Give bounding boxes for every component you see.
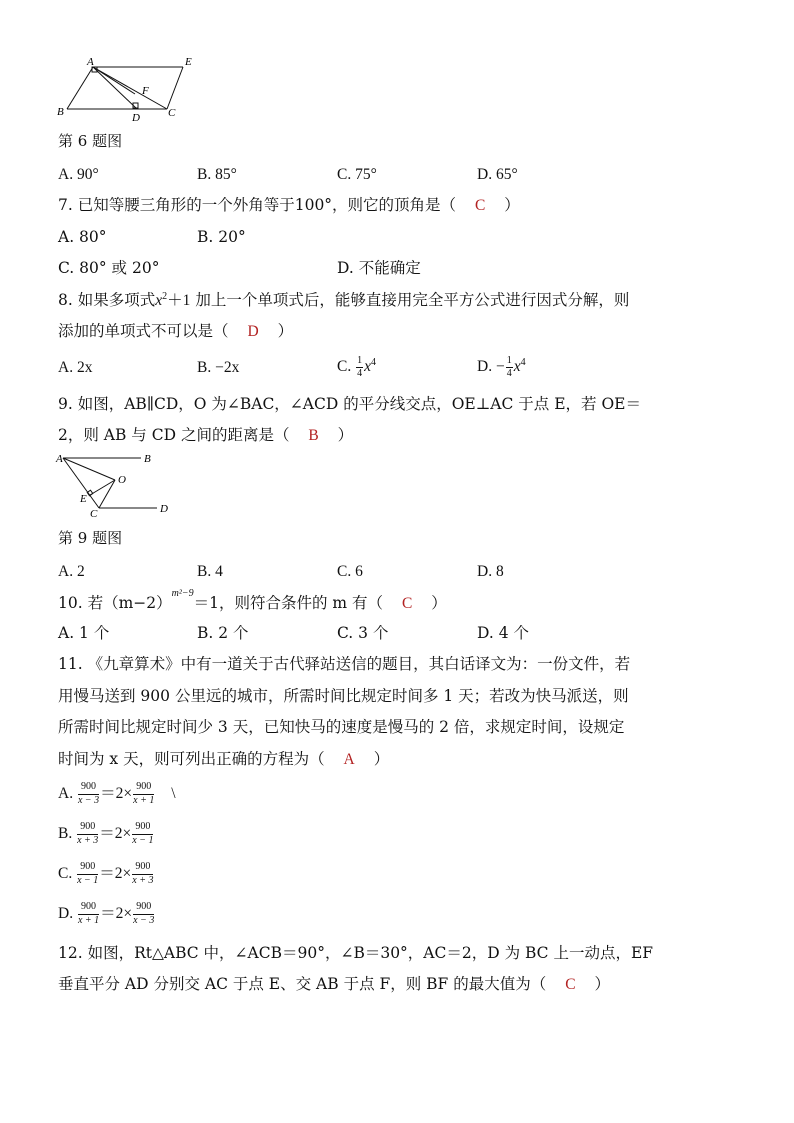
q11-option-d-eq: ＝2× [100,905,133,922]
q11-option-d-num1: 900 [78,902,99,915]
fig9-label-c: C [90,508,98,518]
q8-option-c: C. $\frac{1}{4}$ $x^4$ [337,354,376,380]
q6-option-b: B. 85° [197,166,237,183]
q8-line1-post: 加上一个单项式后，能够直接用完全平方公式进行因式分解，则 [195,291,630,310]
q9-option-b: B. 4 [197,563,223,580]
figure-9 [55,450,185,518]
q11-line4-post: ） [373,750,390,768]
q11-option-b [58,819,154,849]
q7-option-a: A. 80° [58,228,107,246]
q7-option-b: B. 20° [197,228,246,246]
q11-option-c-den2: x + 3 [132,874,154,886]
q11-option-c-eq: ＝2× [99,865,132,882]
q12-line1: 12. 如图，Rt△ABC 中，∠ACB＝90°，∠B＝30°，AC＝2，D 为 BC 上一动点，EF [58,944,654,962]
q7-answer: C [475,197,486,214]
fig6-label-c: C [168,107,176,119]
fig6-label-b: B [57,106,64,118]
q11-option-d-den1: x + 1 [77,914,100,926]
fig9-caption: 第 9 题图 [58,529,123,547]
q8-polynomial: $x^2+1$ [155,291,191,310]
q11-option-b-num1: 900 [77,822,98,835]
q11-option-c-num2: 900 [132,862,153,875]
q7-stem-post: ） [504,196,520,214]
q11-option-a-label: A. [58,785,74,802]
figure-6 [55,52,215,124]
q11-option-d-num2: 900 [133,902,154,915]
q9-line2-pre: 2，则 AB 与 CD 之间的距离是（ [58,426,290,444]
q11-answer: A [343,751,355,768]
q10-answer: C [401,595,413,613]
q12-line2 [58,977,610,993]
q11-option-a-extra: \ [171,785,176,802]
q10-stem-mid: ＝1，则符合条件的 m 有（ [193,594,384,613]
q11-option-c-den1: x − 1 [77,874,99,886]
q6-option-a: A. 90° [58,166,99,183]
q7-option-c: C. 80° 或 20° [58,259,160,277]
q8-option-c-label: C. [337,358,352,376]
q11-option-d [58,899,155,929]
fig9-label-o: O [118,474,126,486]
q10-option-b: B. 2 个 [197,624,249,642]
q11-option-a-den2: x + 1 [133,794,155,806]
q8-option-a: A. 2x [58,359,93,376]
q11-line4 [58,752,389,768]
q12-answer: C [565,976,576,993]
q11-line4-pre: 时间为 x 天，则可列出正确的方程为（ [58,750,325,768]
q7-stem-pre: 7. 已知等腰三角形的一个外角等于100°，则它的顶角是（ [58,196,457,214]
q11-option-a-eq: ＝2× [100,785,133,802]
q7-stem [58,198,520,214]
q9-line2 [58,428,353,444]
q10-option-c: C. 3 个 [337,624,389,642]
fig6-label-a: A [87,56,94,68]
q8-option-d-label: D. − [477,358,505,376]
q10-exponent: m²−9 [171,588,194,599]
q8-line2-pre: 添加的单项式不可以是（ [58,322,229,340]
q11-option-a-num2: 900 [133,782,154,795]
q8-line2 [58,324,293,340]
q12-line2-post: ） [594,975,610,993]
q11-line3: 所需时间比规定时间少 3 天，已知快马的速度是慢马的 2 倍，求规定时间，设规定 [58,718,625,736]
fig9-label-d: D [160,503,168,515]
q11-option-c [58,859,154,889]
q9-answer: B [308,427,319,444]
q11-option-d-den2: x − 3 [133,914,155,926]
q10-stem [58,588,447,613]
q8-line1 [58,292,629,309]
q9-line2-post: ） [337,426,354,444]
q8-option-b: B. −2x [197,359,240,376]
q11-option-a [58,779,176,809]
q11-line1: 11. 《九章算术》中有一道关于古代驿站送信的题目，其白话译文为：一份文件，若 [58,655,631,673]
q11-option-a-den1: x − 3 [77,794,100,806]
fig6-label-e: E [185,56,192,68]
fig9-label-b: B [144,453,151,465]
q11-option-d-label: D. [58,905,74,922]
fig9-label-e: E [80,493,87,505]
q6-option-d: D. 65° [477,166,518,183]
q11-option-a-num1: 900 [78,782,99,795]
q11-option-b-den1: x + 3 [77,834,99,846]
q8-line1-pre: 8. 如果多项式 [58,291,156,310]
q9-option-d: D. 8 [477,563,504,580]
q9-option-c: C. 6 [337,563,363,580]
q11-option-b-eq: ＝2× [99,825,132,842]
q8-line2-post: ） [277,322,294,340]
fig9-label-a: A [56,453,63,465]
q10-option-d: D. 4 个 [477,624,530,642]
q11-option-b-den2: x − 1 [132,834,154,846]
q10-option-a: A. 1 个 [58,624,110,642]
q6-option-c: C. 75° [337,166,377,183]
q12-line2-pre: 垂直平分 AD 分别交 AC 于点 E、交 AB 于点 F，则 BF 的最大值为（ [58,975,547,993]
fig6-label-d: D [132,112,140,124]
q11-line2: 用慢马送到 900 公里远的城市，所需时间比规定时间多 1 天；若改为快马派送，则 [58,687,629,705]
q8-option-d: D. − $\frac{1}{4}$ $x^4$ [477,354,526,380]
fig6-caption: 第 6 题图 [58,132,123,150]
q10-stem-post: ） [431,594,447,613]
q9-line1: 9. 如图，AB∥CD，O 为∠BAC，∠ACD 的平分线交点，OE⊥AC 于点 E，若 OE＝ [58,395,641,413]
q10-stem-pre: 10. 若（m−2） [58,594,172,613]
q11-option-c-num1: 900 [77,862,98,875]
q11-option-b-num2: 900 [132,822,153,835]
q11-option-b-label: B. [58,825,73,842]
q8-answer: D [247,323,259,340]
fig6-label-f: F [142,85,149,97]
q7-option-d: D. 不能确定 [337,259,421,277]
q11-option-c-label: C. [58,865,73,882]
q9-option-a: A. 2 [58,563,85,580]
